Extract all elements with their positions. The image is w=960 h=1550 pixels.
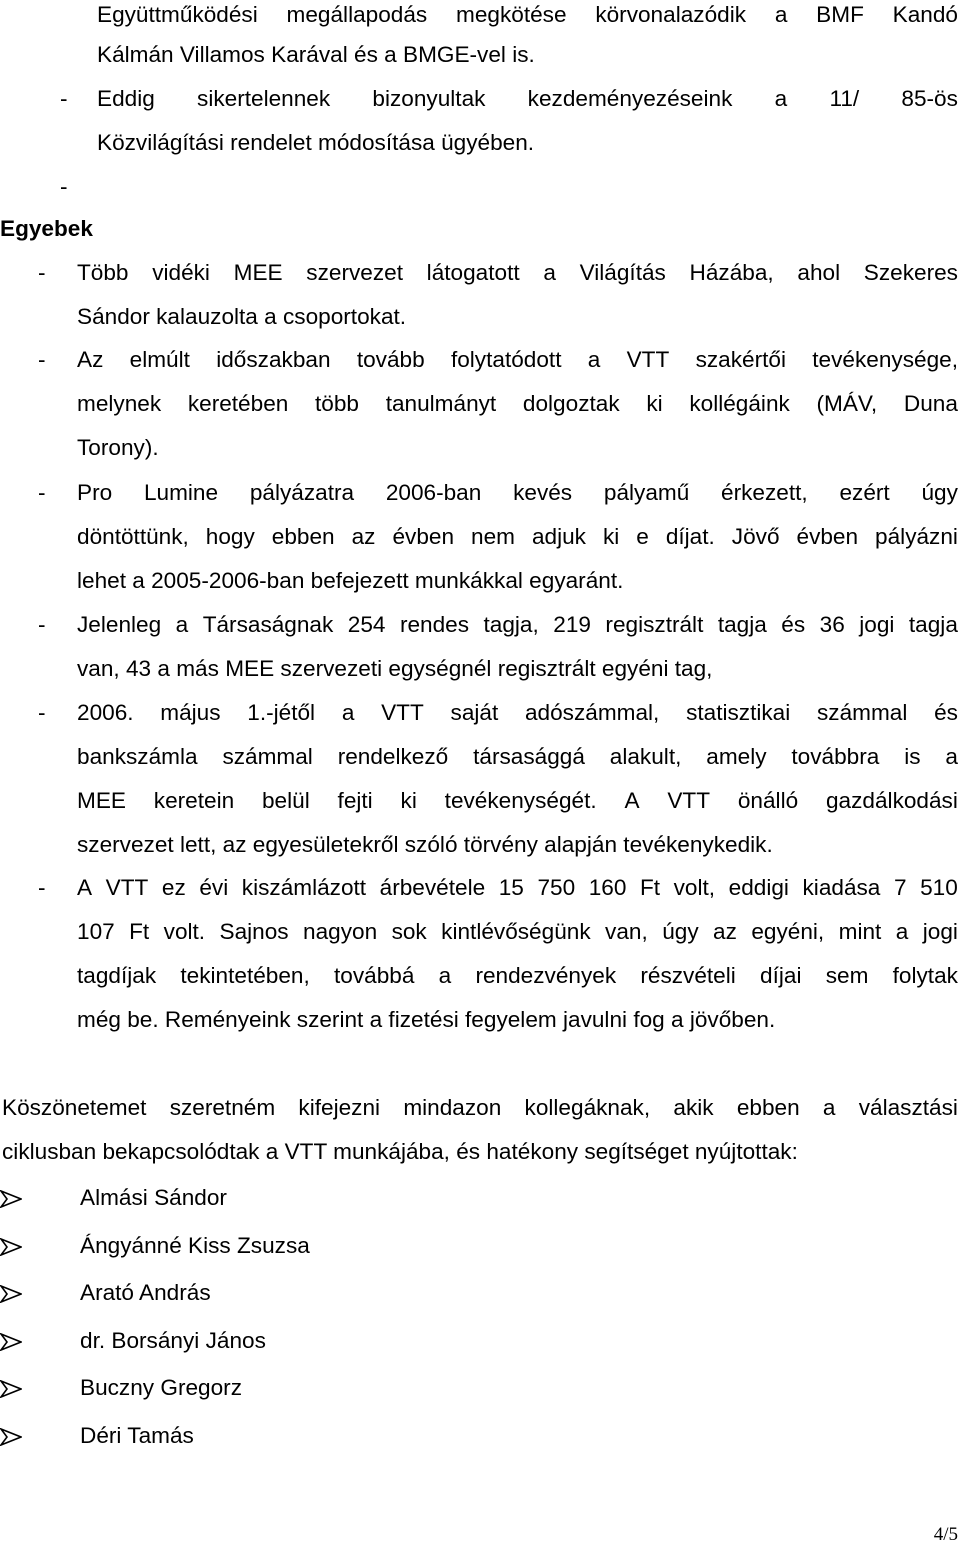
- arrow-bullet-icon: [0, 1285, 22, 1303]
- list-item-text: 107 Ft volt. Sajnos nagyon sok kintlévőségünk van, úgy az egyéni, mint a jogi: [77, 919, 958, 944]
- person-name: dr. Borsányi János: [80, 1327, 266, 1353]
- list-item-continuation: Együttműködési megállapodás megkötése körvonalazódik a BMF Kandó: [97, 2, 958, 27]
- list-dash: -: [38, 347, 46, 372]
- thanks-paragraph-line: ciklusban bekapcsolódtak a VTT munkájába, és hatékony segítséget nyújtottak:: [2, 1139, 798, 1164]
- list-item-text: Pro Lumine pályázatra 2006-ban kevés pályamű érkezett, ezért úgy: [77, 480, 958, 505]
- person-name: Almási Sándor: [80, 1185, 227, 1210]
- list-dash: -: [38, 260, 46, 285]
- arrow-bullet-icon: [0, 1190, 22, 1208]
- person-name: Déri Tamás: [80, 1422, 194, 1448]
- list-item-text: bankszámla számmal rendelkező társasággá alakult, amely továbbra is a: [77, 744, 958, 769]
- page-number: 4/5: [933, 1524, 958, 1545]
- person-name: Arató András: [80, 1280, 211, 1305]
- list-dash: -: [38, 700, 46, 725]
- list-item-text: Eddig sikertelennek bizonyultak kezdeményezéseink a 11/ 85-ös: [97, 86, 958, 111]
- list-item-text: lehet a 2005-2006-ban befejezett munkákkal egyaránt.: [77, 568, 624, 593]
- thanks-paragraph-line: Köszönetemet szeretném kifejezni mindazon kollegáknak, akik ebben a választási: [2, 1095, 958, 1120]
- list-dash: -: [60, 86, 68, 111]
- list-item-text: szervezet lett, az egyesületekről szóló törvény alapján tevékenykedik.: [77, 832, 773, 857]
- list-item-text: még be. Reményeink szerint a fizetési fegyelem javulni fog a jövőben.: [77, 1007, 776, 1032]
- arrow-bullet-icon: [0, 1428, 22, 1446]
- list-item-text: Jelenleg a Társaságnak 254 rendes tagja, 219 regisztrált tagja és 36 jogi tagja: [77, 612, 958, 637]
- list-item-text: melynek keretében több tanulmányt dolgoztak ki kollégáink (MÁV, Duna: [77, 391, 958, 416]
- list-dash-empty: -: [60, 174, 68, 199]
- person-name: Ángyánné Kiss Zsuzsa: [80, 1232, 310, 1258]
- list-dash: -: [38, 612, 46, 637]
- list-item-text: Torony).: [77, 435, 159, 460]
- list-item-text: tagdíjak tekintetében, továbbá a rendezvények részvételi díjai sem folytak: [77, 963, 958, 988]
- arrow-bullet-icon: [0, 1333, 22, 1351]
- arrow-bullet-icon: [0, 1380, 22, 1398]
- list-item-continuation: Kálmán Villamos Karával és a BMGE-vel is.: [97, 42, 535, 67]
- list-item-text: Közvilágítási rendelet módosítása ügyében.: [97, 130, 535, 155]
- list-dash: -: [38, 480, 46, 505]
- list-item-text: Sándor kalauzolta a csoportokat.: [77, 304, 407, 329]
- person-name: Buczny Gregorz: [80, 1375, 242, 1400]
- list-item-text: MEE keretein belül fejti ki tevékenységét. A VTT önálló gazdálkodási: [77, 788, 958, 813]
- list-item-text: van, 43 a más MEE szervezeti egységnél regisztrált egyéni tag,: [77, 656, 713, 681]
- section-heading: Egyebek: [0, 216, 93, 241]
- list-item-text: döntöttünk, hogy ebben az évben nem adjuk ki e díjat. Jövő évben pályázni: [77, 524, 958, 549]
- list-item-text: 2006. május 1.-jétől a VTT saját adószámmal, statisztikai számmal és: [77, 700, 958, 725]
- list-dash: -: [38, 875, 46, 900]
- list-item-text: Több vidéki MEE szervezet látogatott a Világítás Házába, ahol Szekeres: [77, 260, 958, 285]
- list-item-text: A VTT ez évi kiszámlázott árbevétele 15 750 160 Ft volt, eddigi kiadása 7 510: [77, 875, 958, 900]
- arrow-bullet-icon: [0, 1238, 22, 1256]
- list-item-text: Az elmúlt időszakban tovább folytatódott a VTT szakértői tevékenysége,: [77, 347, 958, 372]
